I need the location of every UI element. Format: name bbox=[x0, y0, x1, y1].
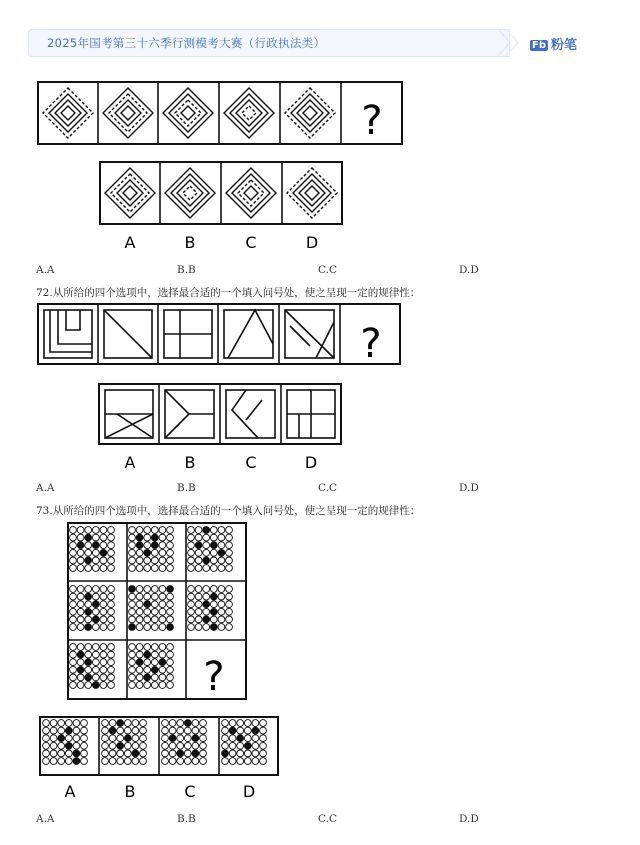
q73-stem-cell bbox=[129, 644, 174, 689]
q73-label-c: C bbox=[184, 782, 196, 801]
q71-option-d[interactable]: D.D bbox=[459, 264, 479, 276]
q72-text: 72.从所给的四个选项中，选择最合适的一个填入问号处，使之呈现一定的规律性： bbox=[36, 287, 421, 299]
q73-stem-cell bbox=[70, 586, 115, 631]
logo-badge: Fb bbox=[532, 40, 546, 51]
q71-option-c[interactable]: C.C bbox=[318, 264, 338, 276]
q73-option-row bbox=[40, 717, 278, 775]
q73-stem-cell bbox=[188, 586, 233, 631]
q73-stem-cell bbox=[70, 644, 115, 689]
q73-option-cell bbox=[162, 720, 207, 765]
q73-stem-cell bbox=[70, 527, 115, 572]
q71-label-a: A bbox=[124, 233, 136, 252]
q73-option-cell bbox=[43, 720, 88, 765]
q73-label-a: A bbox=[64, 782, 76, 801]
q73-option-b[interactable]: B.B bbox=[177, 813, 196, 825]
q73-stem-cell bbox=[188, 527, 233, 572]
q73-question-mark: ? bbox=[203, 654, 225, 700]
q73-label-d: D bbox=[242, 782, 256, 801]
q72-option-b[interactable]: B.B bbox=[177, 482, 196, 494]
q72-option-a[interactable]: A.A bbox=[36, 482, 55, 494]
q72-label-c: C bbox=[245, 453, 257, 472]
q72-label-d: D bbox=[304, 453, 318, 472]
q72-question-mark: ? bbox=[360, 321, 382, 367]
q71-option-b[interactable]: B.B bbox=[177, 264, 196, 276]
q72-label-a: A bbox=[124, 453, 136, 472]
q71-question-mark: ? bbox=[361, 98, 383, 144]
q73-option-c[interactable]: C.C bbox=[318, 813, 338, 825]
exam-title: 2025年国考第三十六季行测模考大赛（行政执法类） bbox=[47, 36, 326, 50]
q73-label-b: B bbox=[124, 782, 136, 801]
q73-stem-cell bbox=[129, 527, 174, 572]
q72-label-b: B bbox=[184, 453, 196, 472]
q71-label-b: B bbox=[184, 233, 196, 252]
q73-option-cell bbox=[222, 720, 267, 765]
q72-option-c[interactable]: C.C bbox=[318, 482, 338, 494]
q71-option-a[interactable]: A.A bbox=[36, 264, 55, 276]
q73-stem-cell bbox=[129, 586, 174, 631]
q73-option-d[interactable]: D.D bbox=[459, 813, 479, 825]
q72-option-d[interactable]: D.D bbox=[459, 482, 479, 494]
q73-option-cell bbox=[102, 720, 147, 765]
q71-label-d: D bbox=[305, 233, 319, 252]
q71-label-c: C bbox=[245, 233, 257, 252]
logo-text: 粉笔 bbox=[551, 38, 578, 53]
q73-text: 73.从所给的四个选项中，选择最合适的一个填入问号处，使之呈现一定的规律性： bbox=[36, 505, 421, 517]
q73-option-a[interactable]: A.A bbox=[36, 813, 55, 825]
